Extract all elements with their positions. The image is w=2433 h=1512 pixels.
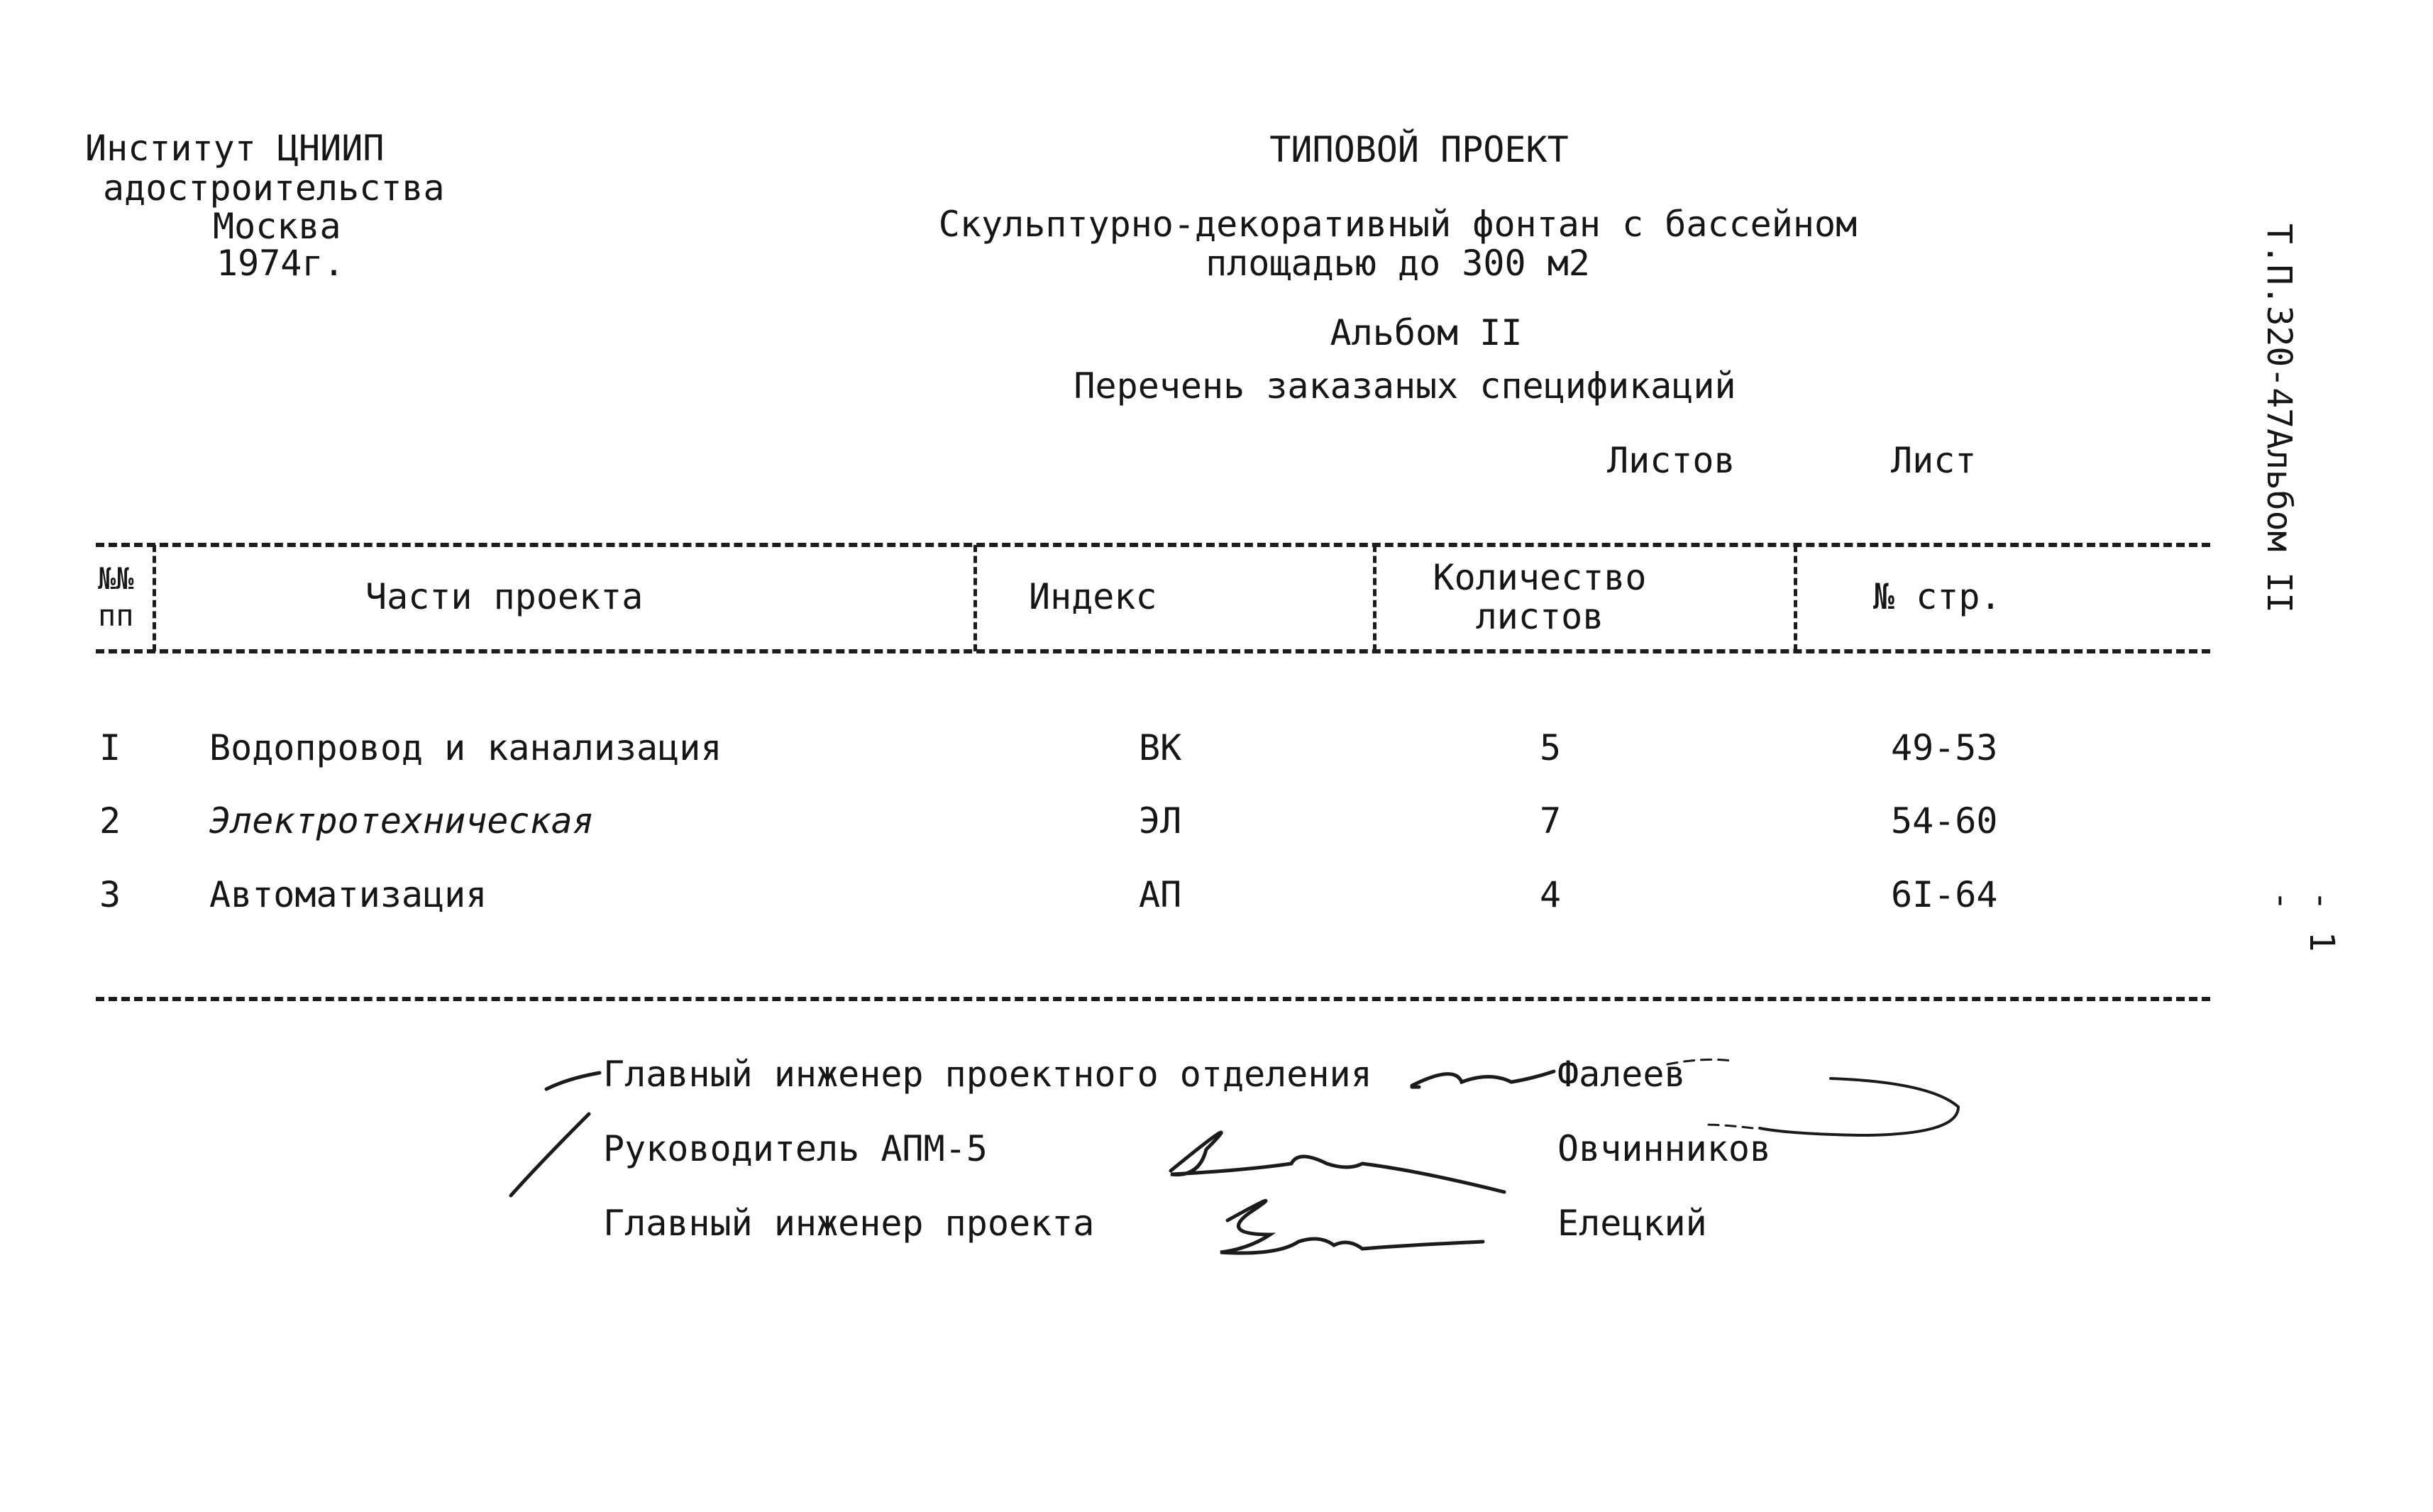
row-part: Электротехническая [209, 800, 594, 841]
signature-role: Руководитель АПМ-5 [603, 1128, 988, 1169]
row-count: 4 [1540, 874, 1562, 915]
row-index: ВК [1139, 727, 1182, 768]
signature-name: Фалеев [1557, 1054, 1686, 1095]
signature-role: Главный инженер проектного отделения [603, 1054, 1372, 1095]
signature-role: Главный инженер проекта [603, 1203, 1095, 1244]
project-subtitle-line1: Скульптурно-декоративный фонтан с бассейном [938, 204, 1858, 245]
institute-line2: адостроительства [103, 167, 445, 209]
row-index: ЭЛ [1139, 800, 1182, 841]
album-title: Альбом II [1330, 312, 1523, 353]
row-part: Автоматизация [209, 874, 487, 915]
row-num: I [99, 727, 121, 768]
signature-name: Овчинников [1557, 1128, 1772, 1169]
institute-year: 1974г. [216, 243, 345, 284]
signature-stroke-eletsky [1220, 1201, 1483, 1253]
signature-stroke-dashes [1667, 1059, 1753, 1128]
column-header-pages: № стр. [1873, 576, 2002, 617]
project-subtitle-line2: площадью до 300 м2 [1206, 243, 1590, 284]
label-sheet: Лист [1891, 440, 1977, 481]
column-header-count-line2: листов [1475, 596, 1604, 637]
column-header-part: Части проекта [365, 576, 644, 617]
institute-line1: Институт ЦНИИП [85, 128, 385, 169]
project-type: ТИПОВОЙ ПРОЕКТ [1269, 129, 1569, 170]
institute-city: Москва [213, 206, 341, 247]
column-header-count-line1: Количество [1433, 557, 1647, 598]
side-stamp: Т.П.320-47Альбом II [2259, 224, 2299, 614]
list-title: Перечень заказаных спецификаций [1074, 365, 1736, 407]
signature-stroke-ovchinnikov [1171, 1132, 1504, 1192]
row-pages: 6I-64 [1891, 874, 1998, 915]
label-sheets: Листов [1607, 440, 1736, 481]
row-num: 3 [99, 874, 121, 915]
signature-stroke-slash [511, 1114, 589, 1196]
signature-name: Елецкий [1557, 1203, 1707, 1244]
row-pages: 49-53 [1891, 727, 1998, 768]
signature-stroke-pen-line [546, 1073, 600, 1089]
row-pages: 54-60 [1891, 800, 1998, 841]
row-index: АП [1139, 874, 1182, 915]
row-part: Водопровод и канализация [209, 727, 722, 768]
row-num: 2 [99, 800, 121, 841]
signature-stroke-loop [1760, 1078, 1958, 1135]
row-count: 5 [1540, 727, 1562, 768]
signature-stroke-faleev [1412, 1071, 1554, 1086]
column-header-index: Индекс [1029, 576, 1157, 617]
page-number: - 1 - [2262, 890, 2341, 952]
row-count: 7 [1540, 800, 1562, 841]
column-header-num-label: №№ пп [98, 561, 134, 633]
